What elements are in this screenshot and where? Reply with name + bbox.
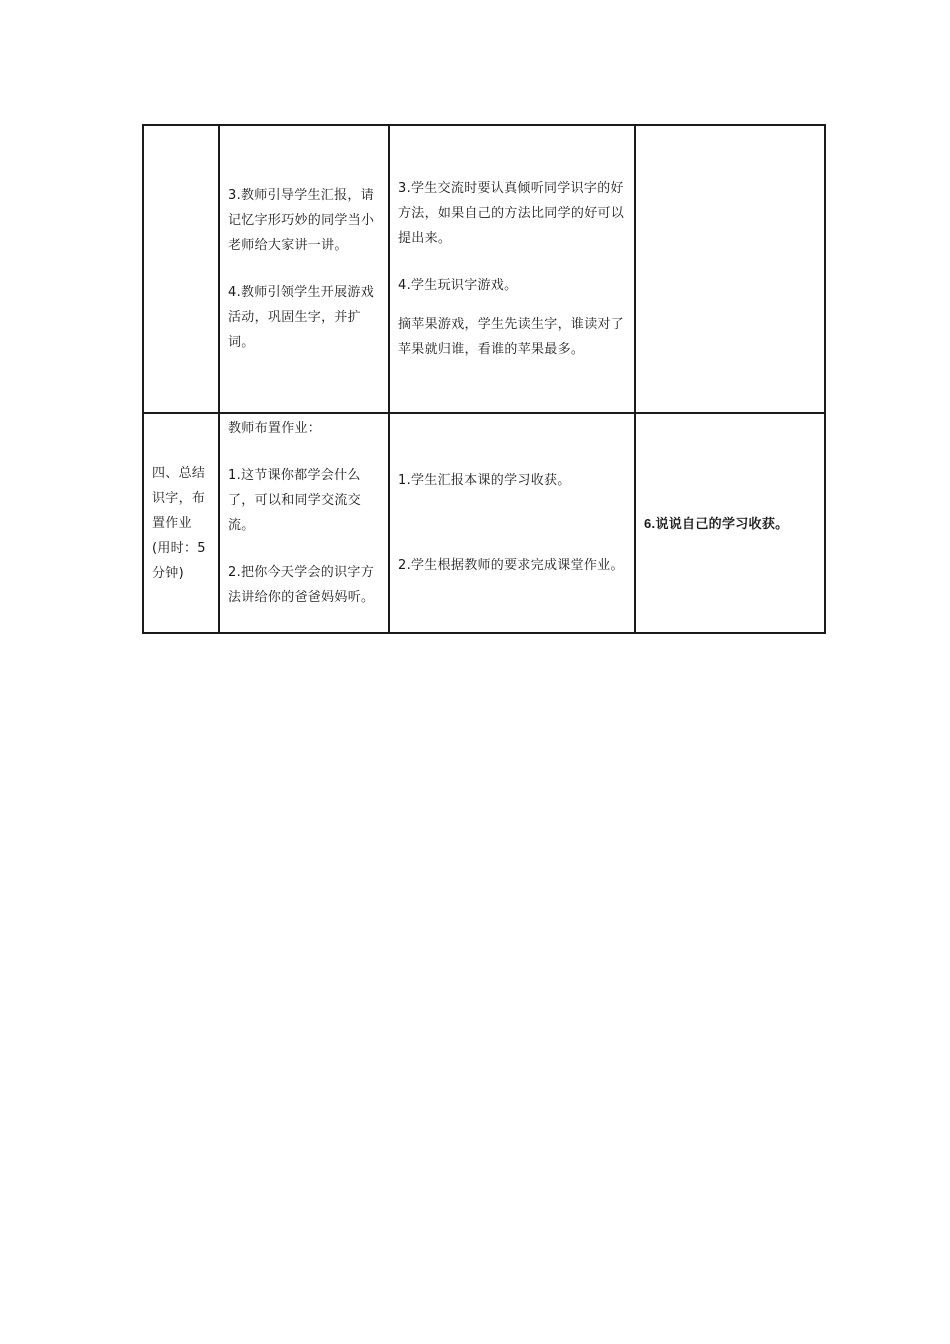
table-row — [143, 125, 825, 413]
teacher-activity-cell — [219, 125, 389, 413]
teacher-activity-item: 2.把你今天学会的识字方法讲给你的爸爸妈妈听。 — [228, 565, 375, 605]
stage-cell — [143, 125, 219, 413]
student-activity-item: 1.学生汇报本课的学习收获。 — [398, 473, 571, 488]
student-activity-cell — [389, 413, 635, 633]
teacher-activity-item: 1.这节课你都学会什么了，可以和同学交流交流。 — [228, 468, 362, 533]
notes-cell — [635, 125, 825, 413]
teacher-activity-item: 教师布置作业： — [228, 421, 322, 436]
lesson-plan-table — [142, 124, 826, 634]
student-activity-item: 2.学生根据教师的要求完成课堂作业。 — [398, 558, 624, 573]
student-activity-item: 3.学生交流时要认真倾听同学识字的好方法，如果自己的方法比同学的好可以提出来。 — [398, 181, 625, 246]
student-activity-cell — [389, 125, 635, 413]
teacher-activity-item: 4.教师引领学生开展游戏活动，巩固生字，并扩词。 — [228, 285, 375, 350]
table-row — [143, 413, 825, 633]
stage-cell — [143, 413, 219, 633]
stage-title: 四、总结识字，布置作业 — [152, 465, 206, 531]
student-activity-item: 摘苹果游戏，学生先读生字，谁读对了苹果就归谁，看谁的苹果最多。 — [398, 317, 625, 357]
teacher-activity-item: 3.教师引导学生汇报，请记忆字形巧妙的同学当小老师给大家讲一讲。 — [228, 188, 375, 253]
teacher-activity-cell — [219, 413, 389, 633]
stage-time: (用时：5分钟) — [152, 540, 206, 581]
student-activity-item: 4.学生玩识字游戏。 — [398, 278, 518, 293]
design-intent-cell: 6.说说自己的学习收获。 — [635, 413, 825, 633]
